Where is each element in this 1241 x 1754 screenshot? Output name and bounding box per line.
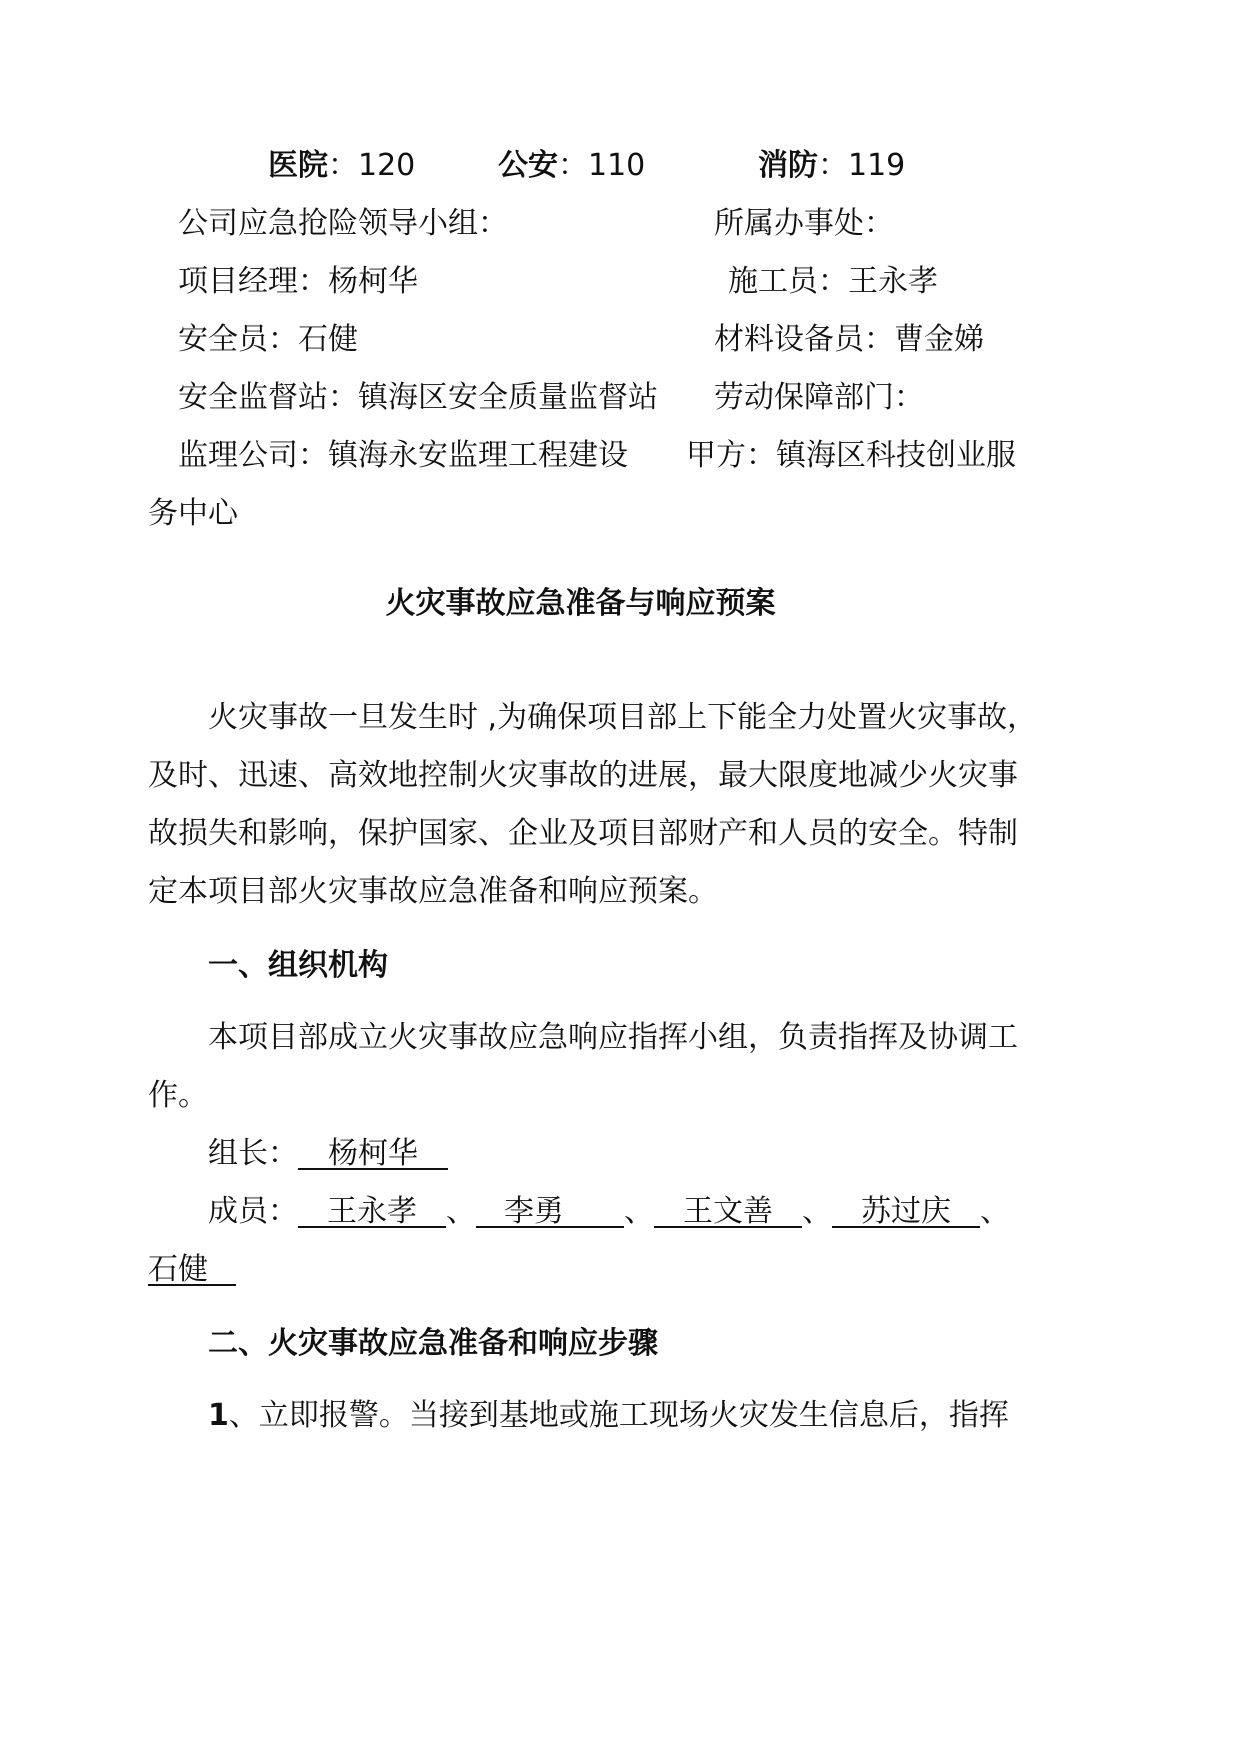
member-blank [476, 1192, 624, 1228]
labor-department: 劳动保障部门： [714, 380, 924, 415]
intro-line-4: 定本项目部火灾事故应急准备和响应预案。 [148, 874, 718, 909]
leader-label: 组长： [208, 1136, 298, 1171]
members-label: 成员： [208, 1194, 298, 1229]
hospital-number [268, 146, 415, 186]
intro-line-1: 火灾事故一旦发生时 ,为确保项目部上下能全力处置火灾事故， [208, 700, 1038, 735]
police-number [498, 146, 645, 186]
intro-line-2: 及时、迅速、高效地控制火灾事故的进展，最大限度地减少火灾事 [148, 758, 1018, 793]
member-name: 石健 [148, 1252, 208, 1287]
member-name: 李勇 [504, 1194, 564, 1229]
project-manager: 项目经理：杨柯华 [178, 264, 418, 299]
safety-officer: 安全员：石健 [178, 322, 358, 357]
supervision-company: 监理公司：镇海永安监理工程建设 [178, 438, 628, 473]
separator: 、 [446, 1194, 476, 1229]
separator: 、 [980, 1194, 1010, 1229]
member-blank [832, 1192, 980, 1228]
step1-line [208, 1396, 1009, 1436]
fire-phone: ：119 [818, 148, 906, 183]
section-heading-organization: 一、组织机构 [208, 948, 388, 983]
separator: 、 [802, 1194, 832, 1229]
hospital-label: 医院 [268, 148, 328, 183]
constructor: 施工员：王永孝 [728, 264, 938, 299]
member-name: 王永孝 [327, 1194, 417, 1229]
section-heading-response-steps: 二、火灾事故应急准备和响应步骤 [208, 1326, 658, 1361]
leader-line [208, 1134, 448, 1174]
safety-station: 安全监督站：镇海区安全质量监督站 [178, 380, 658, 415]
member-name: 王文善 [683, 1194, 773, 1229]
police-phone: ：110 [558, 148, 646, 183]
document-title: 火灾事故应急准备与响应预案 [385, 586, 776, 621]
member-blank [298, 1192, 446, 1228]
lead-group: 公司应急抢险领导小组： [178, 206, 508, 241]
material-officer: 材料设备员：曹金娣 [714, 322, 984, 357]
members-line [208, 1192, 1010, 1232]
fire-label: 消防 [758, 148, 818, 183]
party-a-continued: 务中心 [148, 496, 238, 531]
leader-name: 杨柯华 [328, 1136, 418, 1171]
intro-line-3: 故损失和影响，保护国家、企业及项目部财产和人员的安全。特制 [148, 816, 1018, 851]
section1-text-2: 作。 [148, 1078, 208, 1113]
office: 所属办事处： [714, 206, 894, 241]
party-a: 甲方：镇海区科技创业服 [686, 438, 1016, 473]
member-blank [654, 1192, 802, 1228]
hospital-phone: ：120 [328, 148, 416, 183]
section1-text-1: 本项目部成立火灾事故应急响应指挥小组，负责指挥及协调工 [208, 1020, 1018, 1055]
step1-text: 、立即报警。当接到基地或施工现场火灾发生信息后，指挥 [228, 1398, 1009, 1433]
police-label: 公安 [498, 148, 558, 183]
member-blank [148, 1250, 236, 1286]
separator: 、 [624, 1194, 654, 1229]
leader-name-blank [298, 1134, 448, 1170]
fire-number [758, 146, 905, 186]
member-name: 苏过庆 [861, 1194, 951, 1229]
step1-number: 1 [208, 1398, 229, 1433]
members-line-2 [148, 1250, 236, 1290]
